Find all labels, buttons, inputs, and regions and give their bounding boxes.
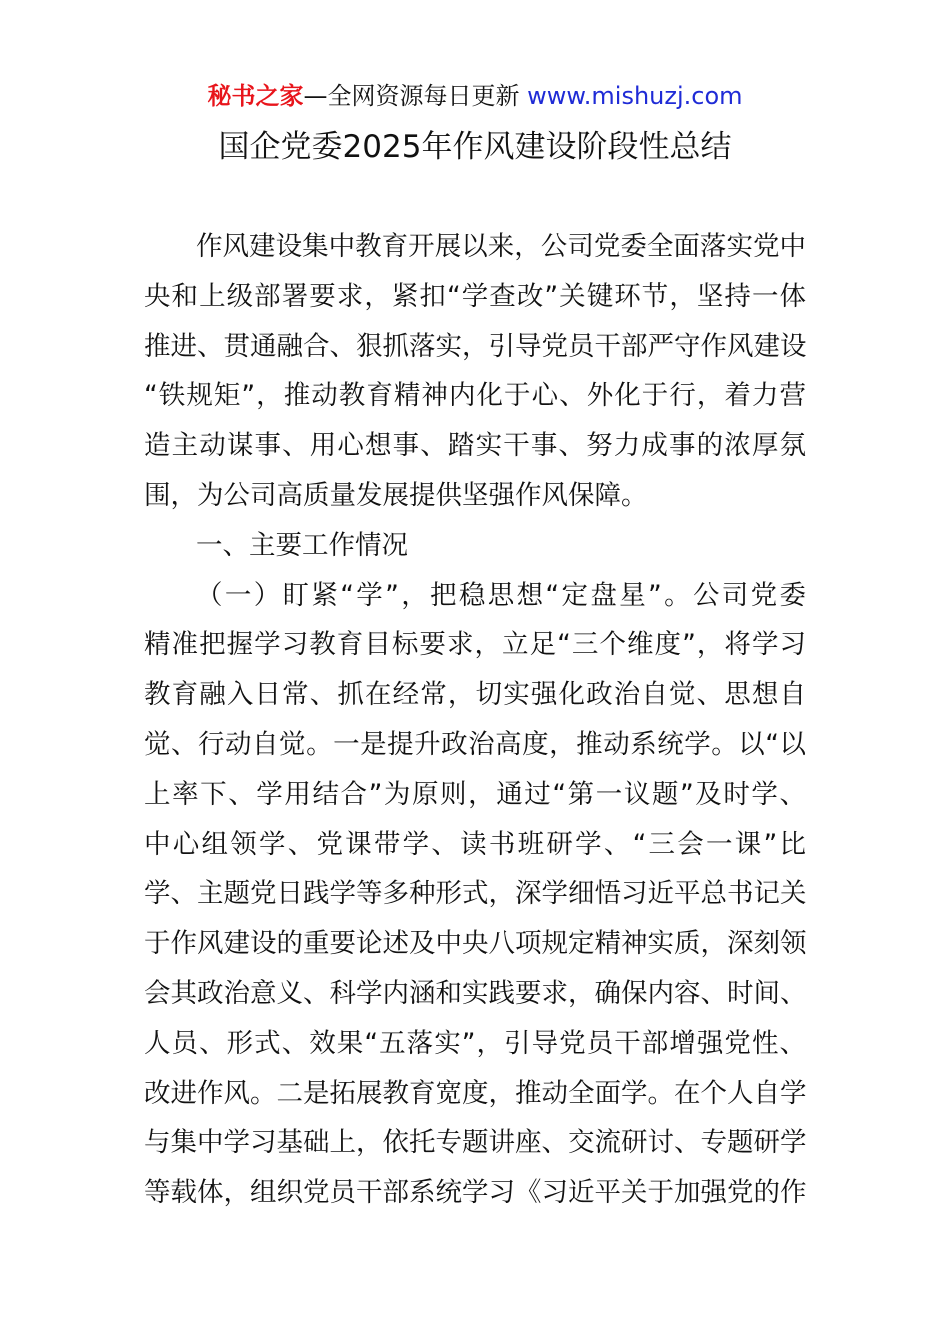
paragraph-line: 教育融入日常、抓在经常，切实强化政治自觉、思想自 [144,679,806,711]
paragraph-line: 人员、形式、效果“五落实”，引导党员干部增强党性、 [144,1027,806,1059]
site-brand: 秘书之家 [207,82,304,110]
paragraph-line: 等载体，组织党员干部系统学习《习近平关于加强党的作 [144,1177,807,1209]
paragraph-line: 中心组领学、党课带学、读书班研学、“三会一课”比 [144,828,806,860]
paragraph-line: 造主动谋事、用心想事、踏实干事、努力成事的浓厚氛 [144,430,806,462]
paragraph-line: 于作风建设的重要论述及中央八项规定精神实质，深刻领 [144,928,807,960]
paragraph-line: 上率下、学用结合”为原则，通过“第一议题”及时学、 [144,778,806,810]
site-url-link[interactable]: www.mishuzj.com [527,82,743,110]
site-tagline: —全网资源每日更新 [303,82,520,110]
paragraph-line: 改进作风。二是拓展教育宽度，推动全面学。在个人自学 [144,1077,807,1109]
paragraph-line: （一）盯紧“学”，把稳思想“定盘星”。公司党委 [196,579,806,611]
paragraph-line: 觉、行动自觉。一是提升政治高度，推动系统学。以“以 [144,728,806,760]
paragraph-line: 作风建设集中教育开展以来，公司党委全面落实党中 [196,231,806,262]
section-heading: 一、主要工作情况 [196,529,408,561]
document-body [144,222,806,1218]
paragraph-line: 与集中学习基础上，依托专题讲座、交流研讨、专题研学 [144,1127,807,1159]
paragraph-line: 围，为公司高质量发展提供坚强作风保障。 [144,479,648,511]
paragraph-line: “铁规矩”，推动教育精神内化于心、外化于行，着力营 [144,380,806,412]
site-header [0,80,950,112]
paragraph-line: 推进、贯通融合、狠抓落实，引导党员干部严守作风建设 [144,330,807,362]
document-title: 国企党委2025年作风建设阶段性总结 [218,129,732,165]
paragraph-line: 精准把握学习教育目标要求，立足“三个维度”，将学习 [144,629,806,661]
paragraph-line: 会其政治意义、科学内涵和实践要求，确保内容、时间、 [144,977,807,1009]
paragraph-line: 学、主题党日践学等多种形式，深学细悟习近平总书记关 [144,878,807,910]
paragraph-line: 央和上级部署要求，紧扣“学查改”关键环节，坚持一体 [144,280,806,312]
